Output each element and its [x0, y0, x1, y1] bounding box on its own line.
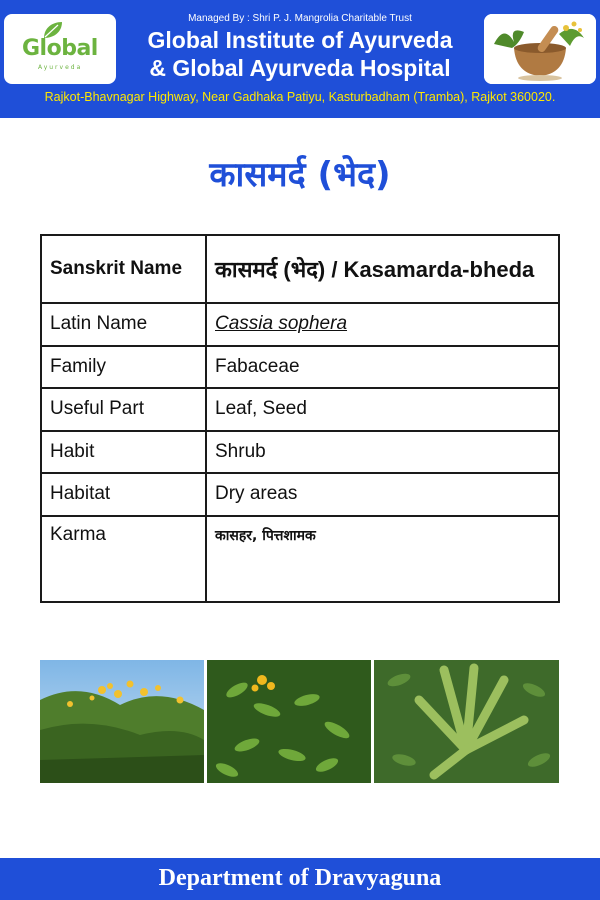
managed-by-text: Managed By : Shri P. J. Mangrolia Charitable Trust	[188, 13, 412, 24]
table-row	[41, 473, 559, 516]
table-row	[41, 516, 559, 602]
header-banner	[0, 0, 600, 118]
useful-part-label: Useful Part	[41, 388, 206, 431]
plant-info-table	[40, 234, 560, 603]
institute-title	[120, 26, 480, 82]
leaves-and-flowers-photo	[207, 660, 371, 783]
mortar-pestle-icon	[484, 14, 596, 84]
institute-title-line1: Global Institute of Ayurveda	[147, 27, 453, 53]
karma-text: कासहर, पित्तशामक	[215, 527, 316, 544]
latin-name-label: Latin Name	[41, 303, 206, 346]
flowering-shrub-photo	[40, 660, 204, 783]
address-text: Rajkot-Bhavnagar Highway, Near Gadhaka Patiyu, Kasturbadham (Tramba), Rajkot 360020.	[44, 90, 556, 104]
habitat-label: Habitat	[41, 473, 206, 516]
department-footer: Department of Dravyaguna	[0, 858, 600, 900]
institute-title-line2: & Global Ayurveda Hospital	[149, 55, 451, 81]
table-header-row	[41, 235, 559, 303]
useful-part-value: Leaf, Seed	[206, 388, 559, 431]
plant-title: कासमर्द (भेद)	[209, 155, 391, 195]
table-row	[41, 346, 559, 389]
latin-name-value	[206, 303, 559, 346]
herbs-image	[484, 14, 596, 84]
latin-name-text: Cassia sophera	[215, 313, 348, 335]
habit-label: Habit	[41, 431, 206, 474]
habitat-value: Dry areas	[206, 473, 559, 516]
logo-text: Global	[22, 36, 98, 61]
sanskrit-name-value: कासमर्द (भेद) / Kasamarda-bheda	[206, 235, 559, 303]
table-row	[41, 431, 559, 474]
table-row	[41, 303, 559, 346]
family-value: Fabaceae	[206, 346, 559, 389]
family-label: Family	[41, 346, 206, 389]
karma-value	[206, 516, 559, 602]
sanskrit-name-label: Sanskrit Name	[41, 235, 206, 303]
seed-pods-photo	[374, 660, 559, 783]
logo-subtext: Ayurveda	[38, 64, 83, 71]
institute-logo	[4, 14, 116, 84]
table-row	[41, 388, 559, 431]
karma-label: Karma	[41, 516, 206, 602]
habit-value: Shrub	[206, 431, 559, 474]
